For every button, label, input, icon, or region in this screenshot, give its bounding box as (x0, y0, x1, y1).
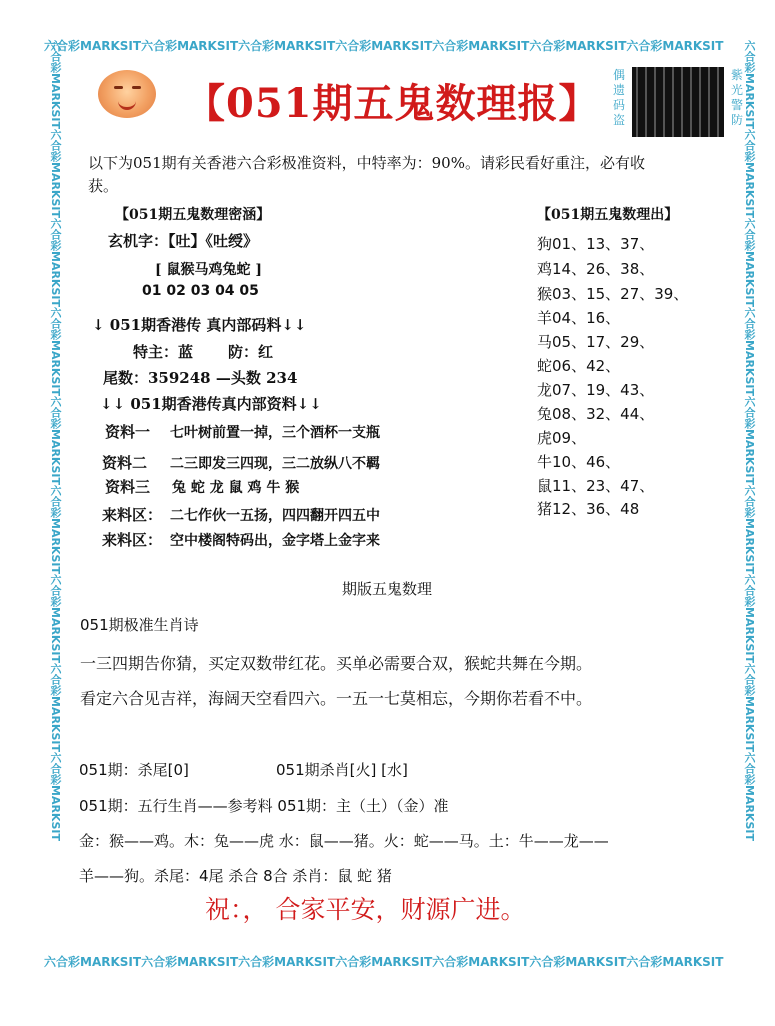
kill-zodiac-text: 051期杀肖[火] [水] (276, 761, 408, 779)
zodiac-number-row: 兔08、32、44、 (537, 405, 655, 423)
elements-text: 金：猴——鸡。木：兔——虎 水：鼠——猪。火：蛇——马。土：牛——龙—— (79, 832, 609, 850)
kill-tail-text: 051期：杀尾[0] (79, 761, 189, 779)
material-text: 兔 蛇 龙 鼠 鸡 牛 猴 (172, 480, 300, 496)
zodiac-number-row: 鸡14、26、38、 (537, 260, 655, 278)
zodiac-number-row: 猪12、36、48 (537, 500, 640, 518)
page-title: 【051期五鬼数理报】 (185, 80, 600, 127)
zodiac-number-row: 龙07、19、43、 (537, 381, 655, 399)
number-list: 01 02 03 04 05 (142, 283, 259, 299)
intro-line-2: 获。 (88, 177, 119, 195)
poem-line-1: 一三四期告你猜，买定双数带红花。买单必需要合双，猴蛇共舞在今期。 (80, 654, 593, 673)
blessing-text: 祝：， 合家平安，财源广进。 (205, 895, 526, 924)
section-title: 期版五鬼数理 (342, 580, 433, 598)
weishu-text: 尾数：359248 —头数 234 (103, 369, 298, 387)
zodiac-bracket: [ 鼠猴马鸡兔蛇 ] (155, 262, 262, 278)
right-border-watermark: 六合彩MARKSIT 六合彩MARKSIT 六合彩MARKSIT 六合彩MARKSIT 六合彩MARKSIT 六合彩MARKSIT 六合彩MARKSIT 六合彩MARKSIT 六合彩MARKSIT (743, 40, 756, 841)
material-text: 空中楼阁特码出，金字塔上金字来 (170, 533, 380, 549)
material-label: 来料区： (102, 531, 163, 549)
zodiac-number-row: 狗01、13、37、 (537, 235, 655, 253)
hk-heading-2: ↓↓ 051期香港传真内部资料↓↓ (100, 395, 322, 413)
bottom-border-watermark: 六合彩MARKSIT六合彩MARKSIT六合彩MARKSIT六合彩MARKSIT六合彩MARKSIT六合彩MARKSIT六合彩MARKSIT (44, 955, 724, 969)
last-line-text: 羊——狗。杀尾：4尾 杀合 8合 杀肖：鼠 蛇 猪 (79, 867, 392, 885)
zodiac-number-row: 羊04、16、 (537, 309, 621, 327)
zodiac-number-row: 虎09、 (537, 429, 587, 447)
wuxing-text: 051期：五行生肖——参考料 051期：主（土）（金）准 (79, 797, 449, 815)
mascot-face-icon (98, 70, 156, 118)
zodiac-number-row: 蛇06、42、 (537, 357, 621, 375)
xuanji-text: 玄机字：【吐】《吐绶》 (108, 232, 259, 250)
hk-heading-1: ↓ 051期香港传 真内部码料↓↓ (92, 316, 307, 334)
te-zhu-text: 特主：蓝 (133, 343, 194, 361)
poem-heading: 051期极准生肖诗 (80, 616, 199, 634)
fang-text: 防：红 (228, 343, 274, 361)
material-label: 资料一 (105, 423, 151, 441)
right-heading: 【051期五鬼数理出】 (537, 207, 679, 223)
material-text: 二七作伙一五扬，四四翻开四五中 (170, 508, 380, 524)
poem-line-2: 看定六合见吉祥，海阔天空看四六。一五一七莫相忘，今期你若看不中。 (80, 689, 593, 708)
zodiac-number-row: 鼠11、23、47、 (537, 477, 655, 495)
material-label: 资料三 (105, 478, 151, 496)
qr-left-caption: 偶遗码盗 (612, 68, 625, 127)
left-heading: 【051期五鬼数理密涵】 (115, 207, 271, 223)
top-border-watermark: 六合彩MARKSIT六合彩MARKSIT六合彩MARKSIT六合彩MARKSIT六合彩MARKSIT六合彩MARKSIT六合彩MARKSIT (44, 39, 724, 53)
zodiac-number-row: 猴03、15、27、39、 (537, 285, 689, 303)
zodiac-number-row: 马05、17、29、 (537, 333, 655, 351)
zodiac-number-row: 牛10、46、 (537, 453, 621, 471)
material-label: 资料二 (102, 454, 148, 472)
material-text: 七叶树前置一掉，三个酒杯一支瓶 (170, 425, 380, 441)
left-border-watermark: 六合彩MARKSIT 六合彩MARKSIT 六合彩MARKSIT 六合彩MARKSIT 六合彩MARKSIT 六合彩MARKSIT 六合彩MARKSIT 六合彩MARKSIT 六合彩MARKSIT (49, 40, 62, 841)
material-text: 二三即发三四现，三二放纵八不羁 (170, 456, 380, 472)
intro-line-1: 以下为051期有关香港六合彩极准资料，中特率为：90%。请彩民看好重注，必有收 (88, 154, 645, 172)
material-label: 来料区： (102, 506, 163, 524)
qr-code-icon (632, 67, 724, 137)
qr-right-caption: 紫光警防 (730, 68, 743, 127)
